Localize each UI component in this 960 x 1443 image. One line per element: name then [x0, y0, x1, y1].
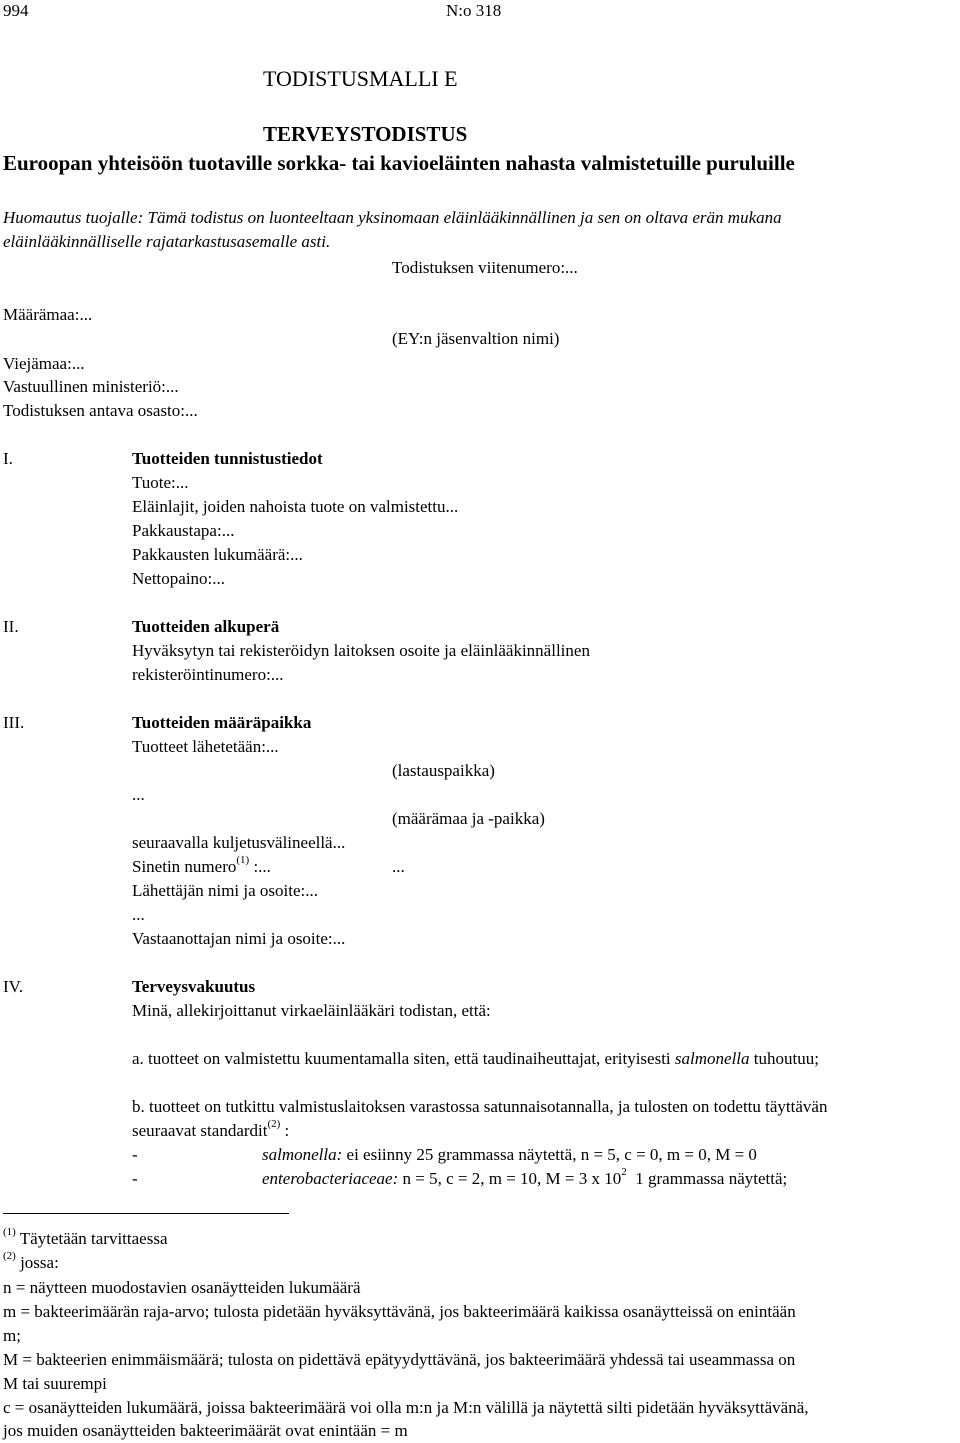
- declaration-b-line-2: [132, 1119, 289, 1143]
- footnote-m-line-1: m = bakteerimäärän raja-arvo; tulosta pidetään hyväksyttävänä, jos bakteerimäärä kaikissa osanäytteissä on enintään: [3, 1302, 796, 1321]
- declaration-b-line-1: b. tuotteet on tutkittu valmistuslaitoksen varastossa satunnaisotannalla, ja tulosten on todettu täyttävän: [132, 1097, 828, 1116]
- declaration-b-footnote-ref: (2): [267, 1118, 281, 1131]
- consignee-field: Vastaanottajan nimi ja osoite:...: [132, 929, 346, 948]
- note-line-1: Huomautus tuojalle: Tämä todistus on luonteeltaan yksinomaan eläinlääkinnällinen ja sen on oltava erän mukana: [3, 208, 782, 227]
- loading-place-caption: (lastauspaikka): [392, 761, 495, 780]
- footnote-1-mark: (1): [3, 1226, 16, 1239]
- declaration-b-text: seuraavat standardit: [132, 1121, 268, 1140]
- packaging-field: Pakkaustapa:...: [132, 521, 235, 540]
- standard-2-values: n = 5, c = 2, m = 10, M = 3 x 10: [398, 1169, 622, 1188]
- destination-country-field: Määrämaa:...: [3, 305, 93, 324]
- species-field: Eläinlajit, joiden nahoista tuote on valmistettu...: [132, 497, 459, 516]
- footnote-2: [3, 1251, 59, 1275]
- establishment-line-1: Hyväksytyn tai rekisteröidyn laitoksen osoite ja eläinlääkinnällinen: [132, 641, 590, 660]
- declaration-a-italic: salmonella: [674, 1049, 750, 1068]
- section-4-numeral: IV.: [3, 977, 23, 996]
- footnote-2-text: jossa:: [15, 1253, 59, 1272]
- package-count-field: Pakkausten lukumäärä:...: [132, 545, 303, 564]
- page-number: 994: [3, 1, 29, 20]
- footnote-1-text: Täytetään tarvittaessa: [15, 1229, 168, 1248]
- section-3-numeral: III.: [3, 713, 25, 732]
- footnote-separator: [3, 1213, 289, 1214]
- footnote-m-line-2: m;: [3, 1326, 21, 1345]
- declaration-a: [132, 1047, 819, 1071]
- seal-label: Sinetin numero: [132, 857, 237, 876]
- section-4-heading: Terveysvakuutus: [132, 977, 256, 996]
- issue-number: N:o 318: [446, 1, 502, 20]
- standard-2: [262, 1167, 787, 1191]
- declaration-intro: Minä, allekirjoittanut virkaeläinlääkäri todistan, että:: [132, 1001, 491, 1020]
- section-1-heading: Tuotteiden tunnistustiedot: [132, 449, 323, 468]
- standard-1: [262, 1143, 757, 1167]
- section-2-numeral: II.: [3, 617, 19, 636]
- seal-footnote-ref: (1): [236, 854, 250, 867]
- subtitle: Euroopan yhteisöön tuotaville sorkka- tai kavioeläinten nahasta valmistetuille puruluille: [3, 151, 795, 175]
- footnote-M-line-2: M tai suurempi: [3, 1374, 107, 1393]
- standard-2-exponent: 2: [621, 1166, 627, 1179]
- ministry-field: Vastuullinen ministeriö:...: [3, 377, 179, 396]
- shipped-from-field: Tuotteet lähetetään:...: [132, 737, 279, 756]
- main-title: TERVEYSTODISTUS: [263, 122, 468, 146]
- export-country-field: Viejämaa:...: [3, 354, 85, 373]
- declaration-b-colon: :: [280, 1121, 290, 1140]
- sender-field: Lähettäjän nimi ja osoite:...: [132, 881, 319, 900]
- standard-2-tail: 1 grammassa näytettä;: [626, 1169, 788, 1188]
- seal-dots-2: ...: [392, 857, 405, 876]
- footnote-M-line-1: M = bakteerien enimmäismäärä; tulosta on pidettävä epätyydyttävänä, jos bakteerimäärä yhdessä tai useammassa on: [3, 1350, 796, 1369]
- destination-place-caption: (määrämaa ja -paikka): [392, 809, 545, 828]
- declaration-a-end: tuhoutuu;: [749, 1049, 819, 1068]
- net-weight-field: Nettopaino:...: [132, 569, 226, 588]
- standard-2-organism: enterobacteriaceae:: [262, 1169, 399, 1188]
- sender-dots: ...: [132, 905, 145, 924]
- establishment-line-2: rekisteröintinumero:...: [132, 665, 284, 684]
- standard-1-dash: -: [132, 1145, 138, 1164]
- product-field: Tuote:...: [132, 473, 189, 492]
- transport-field: seuraavalla kuljetusvälineellä...: [132, 833, 346, 852]
- reference-number-field: Todistuksen viitenumero:...: [392, 258, 578, 277]
- section-1-numeral: I.: [3, 449, 13, 468]
- note-line-2: eläinlääkinnälliselle rajatarkastusasemalle asti.: [3, 232, 331, 251]
- destination-place-dots: ...: [132, 785, 145, 804]
- destination-caption: (EY:n jäsenvaltion nimi): [392, 329, 560, 348]
- footnote-c-line-2: jos muiden osanäytteiden bakteerimäärät ovat enintään = m: [3, 1421, 408, 1440]
- declaration-a-text: a. tuotteet on valmistettu kuumentamalla siten, että taudinaiheuttajat, erityisesti: [132, 1049, 675, 1068]
- seal-dots: :...: [249, 857, 271, 876]
- department-field: Todistuksen antava osasto:...: [3, 401, 198, 420]
- standard-1-values: ei esiinny 25 grammassa näytettä, n = 5, c = 0, m = 0, M = 0: [342, 1145, 757, 1164]
- section-2-heading: Tuotteiden alkuperä: [132, 617, 280, 636]
- footnote-n: n = näytteen muodostavien osanäytteiden lukumäärä: [3, 1278, 361, 1297]
- footnote-1: [3, 1227, 168, 1251]
- section-3-heading: Tuotteiden määräpaikka: [132, 713, 312, 732]
- model-title: TODISTUSMALLI E: [263, 66, 458, 91]
- standard-1-organism: salmonella:: [262, 1145, 343, 1164]
- seal-number-field: [132, 855, 271, 879]
- standard-2-dash: -: [132, 1169, 138, 1188]
- footnote-2-mark: (2): [3, 1250, 16, 1263]
- footnote-c-line-1: c = osanäytteiden lukumäärä, joissa bakteerimäärä voi olla m:n ja M:n välillä ja näytettä silti pidetään hyväksyttävänä,: [3, 1398, 809, 1417]
